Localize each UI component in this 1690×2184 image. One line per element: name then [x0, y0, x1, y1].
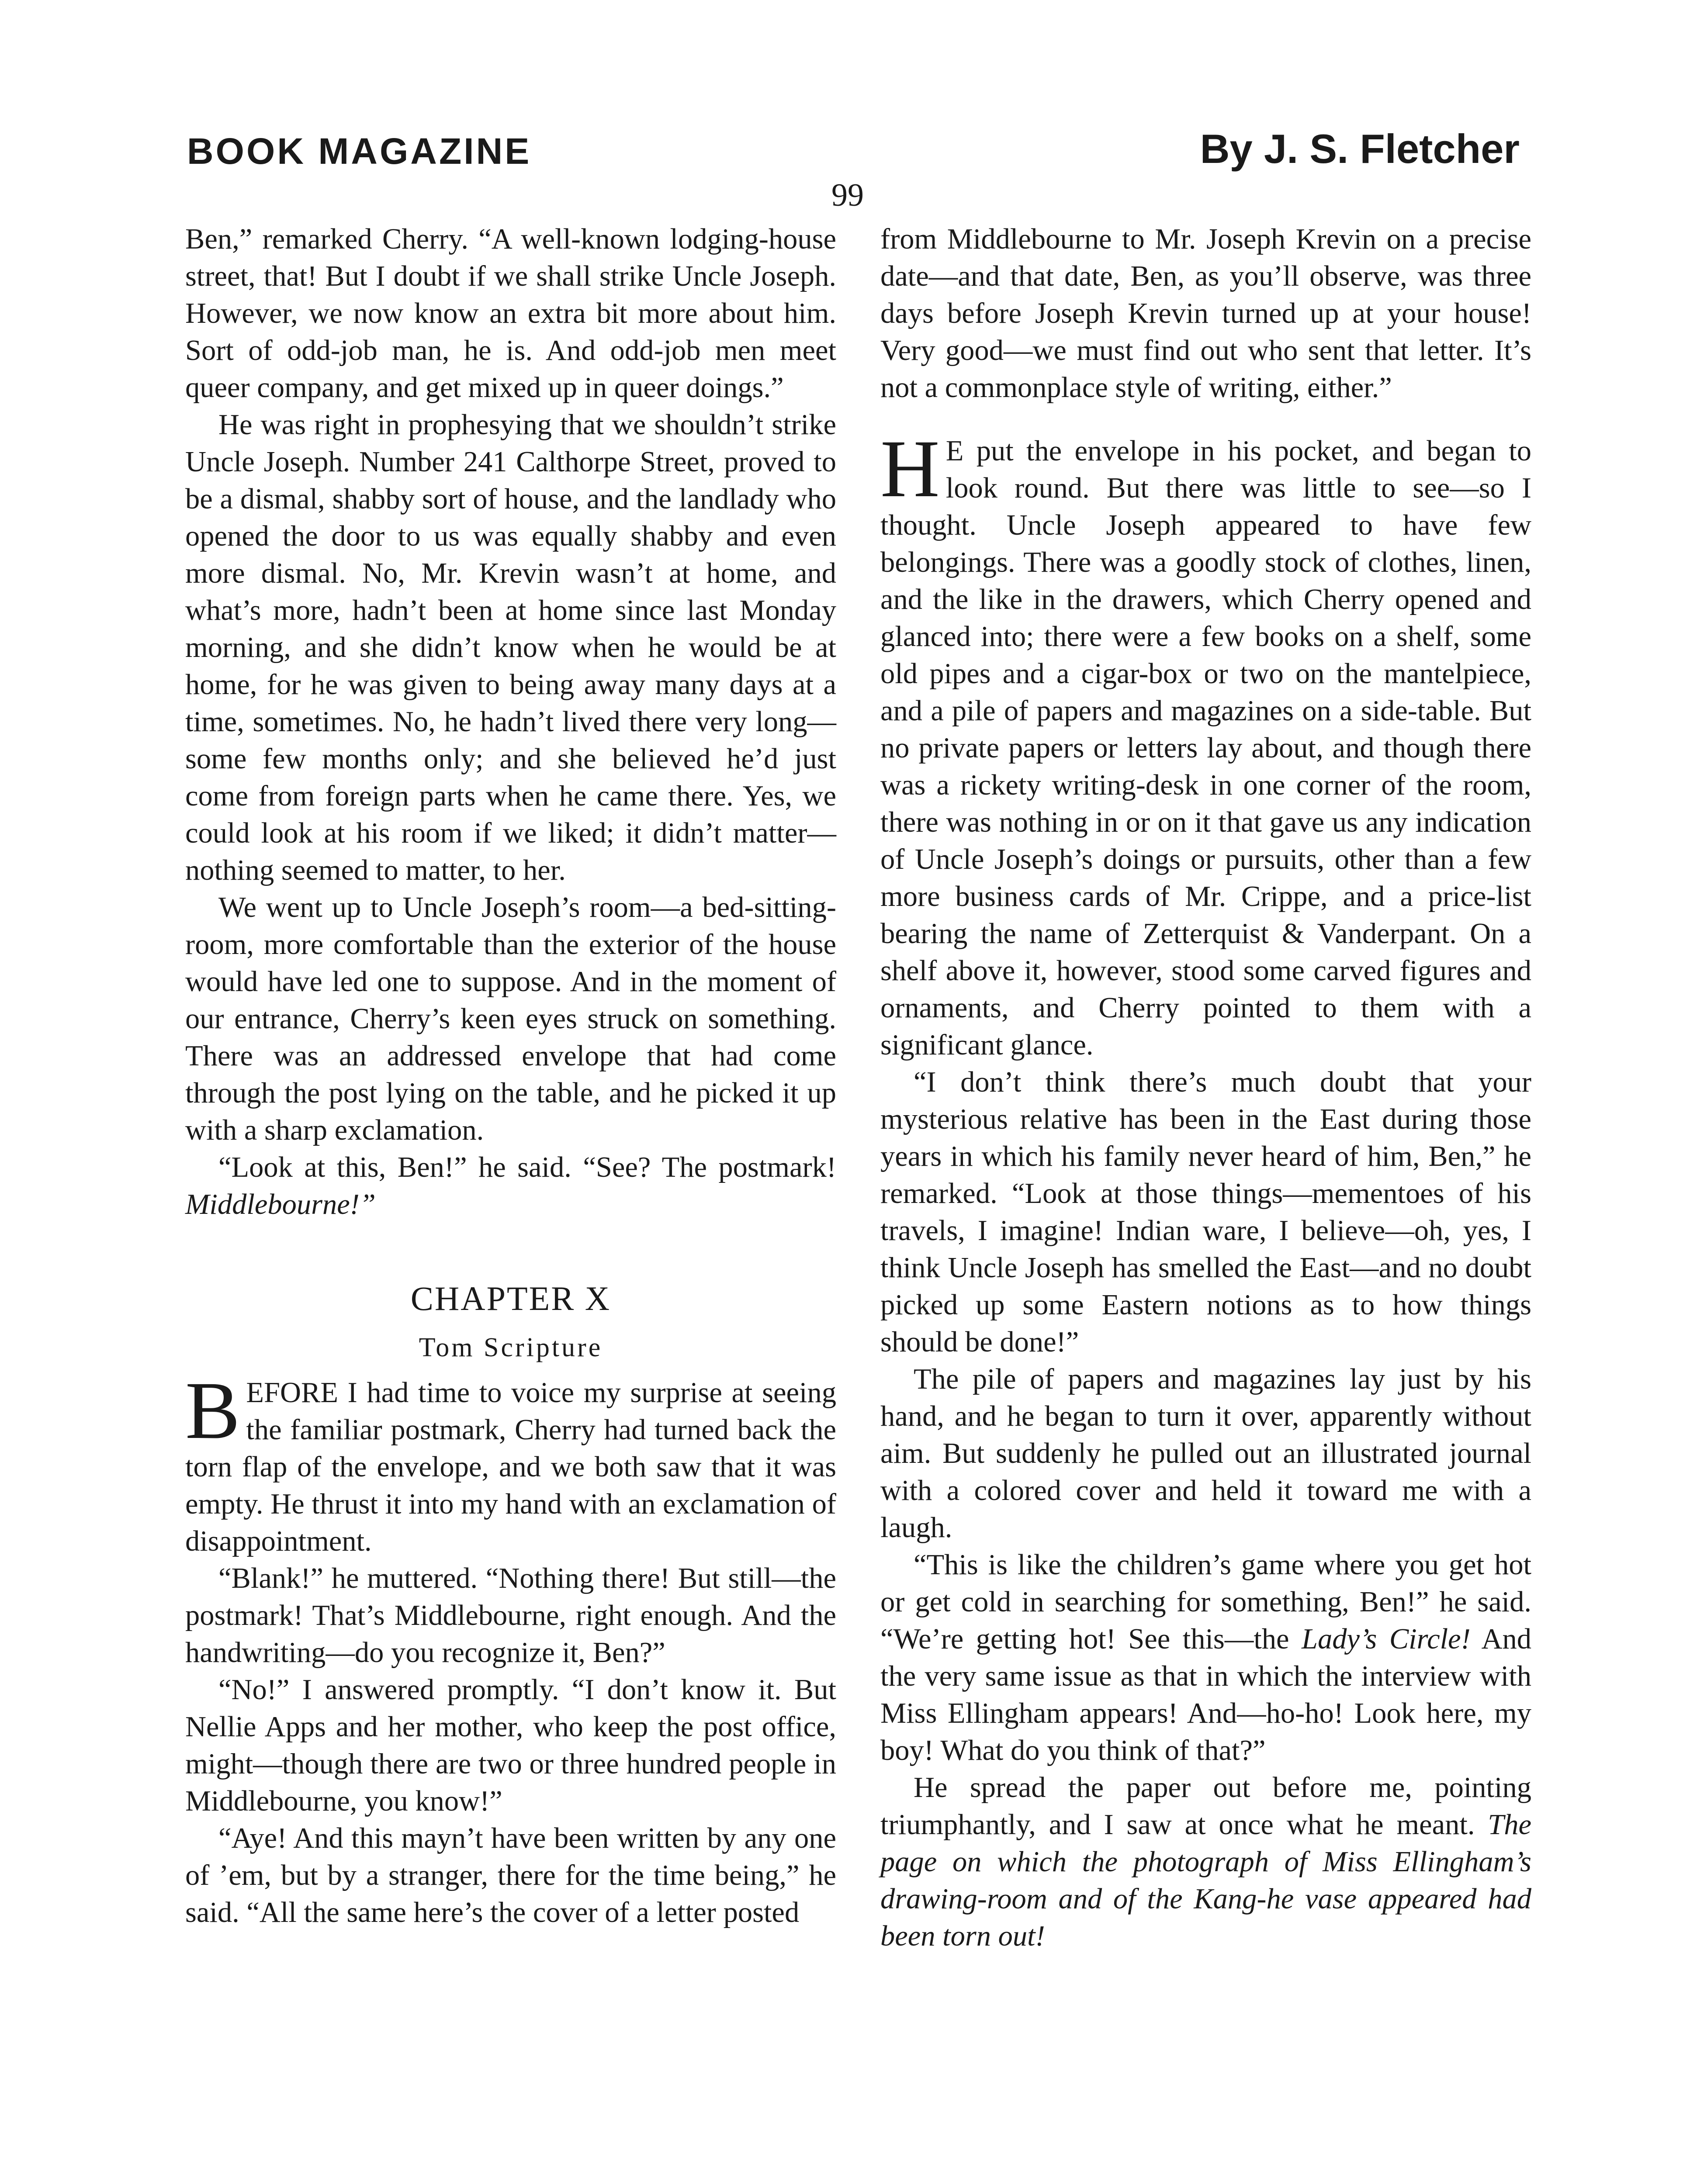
page-header	[187, 124, 1520, 173]
section-gap	[880, 406, 1531, 432]
chapter-subtitle: Tom Scripture	[419, 1333, 603, 1362]
paragraph	[185, 1365, 836, 1560]
paragraph: “Aye! And this mayn’t have been written by any one of ’em, but by a stranger, there for the time being,” he said. “All the same here’s the cover of a letter posted	[185, 1822, 836, 1928]
paragraph-text: “Look at this, Ben!” he said. “See? The postmark!	[218, 1151, 836, 1183]
paragraph	[185, 1149, 836, 1223]
page-number: 99	[831, 177, 864, 213]
paragraph-text: “This is like the children’s game where you get hot or get cold in searching for something, Ben!” he said. “We’re getting hot! See this—the	[880, 1549, 1531, 1655]
right-column	[880, 221, 1531, 1955]
paragraph	[880, 1546, 1531, 1769]
italic-text: The page on which the photograph of Miss Ellingham’s drawing-room and of the Kang-he vase appeared had been torn out!	[880, 1809, 1531, 1952]
paragraph	[880, 423, 1531, 1064]
italic-text: Middlebourne!”	[185, 1189, 376, 1220]
drop-cap: B	[185, 1365, 240, 1456]
paragraph: We went up to Uncle Joseph’s room—a bed-sitting-room, more comfortable than the exterior of the house would have led one to suppose. And in the moment of our entrance, Cherry’s keen eyes struck on something. There was an addressed envelope that had come through the post lying on the table, and he picked it up with a sharp exclamation.	[185, 892, 836, 1146]
paragraph: The pile of papers and magazines lay just by his hand, and he began to turn it over, apparently without aim. But suddenly he pulled out an illustrated journal with a colored cover and held it toward me with a laugh.	[880, 1363, 1531, 1544]
paragraph-text: E put the envelope in his pocket, and began to look round. But there was little to see—so I thought. Uncle Joseph appeared to have few belongings. There was a goodly stock of clothes, linen, and the like in the drawers, which Cherry opened and glanced into; there were a few books on a shelf, some old pipes and a cigar-box or two on the mantelpiece, and a pile of papers and magazines on a side-table. But no private papers or letters lay about, and though there was a rickety writing-desk in one corner of the room, there was nothing in or on it that gave us any indication of Uncle Joseph’s doings or pursuits, other than a few more business cards of Mr. Crippe, and a price-list bearing the name of Zetterquist & Vanderpant. On a shelf above it, however, stood some carved figures and ornaments, and Cherry pointed to them with a significant glance.	[880, 435, 1531, 1061]
paragraph-text: And the very same issue as that in which the interview with Miss Ellingham appears! And—ho-ho! Look here, my boy! What do you think of that?”	[880, 1623, 1531, 1766]
paragraph: Ben,” remarked Cherry. “A well-known lodging-house street, that! But I doubt if we shall strike Uncle Joseph. However, we now know an extra bit more about him. Sort of odd-job man, he is. And odd-job men meet queer company, and get mixed up in queer doings.”	[185, 223, 836, 404]
drop-cap: H	[880, 423, 940, 514]
left-column	[185, 221, 836, 1931]
paragraph-text: EFORE I had time to voice my surprise at seeing the familiar postmark, Cherry had turned back the torn flap of the envelope, and we both saw that it was empty. He thrust it into my hand with an exclamation of disappointment.	[185, 1377, 836, 1557]
paragraph	[880, 1769, 1531, 1955]
author-byline: By J. S. Fletcher	[1200, 126, 1520, 172]
paragraph: “No!” I answered promptly. “I don’t know it. But Nellie Apps and her mother, who keep the post office, might—though there are two or three hundred people in Middlebourne, you know!”	[185, 1674, 836, 1817]
paragraph: “I don’t think there’s much doubt that your mysterious relative has been in the East during those years in which his family never heard of him, Ben,” he remarked. “Look at those things—mementoes of his travels, I imagine! Indian ware, I believe—oh, yes, I think Uncle Joseph has smelled the East—and no doubt picked up some Eastern notions as to how things should be done!”	[880, 1066, 1531, 1358]
spacer	[185, 1223, 836, 1280]
paragraph-text: He spread the paper out before me, pointing triumphantly, and I saw at once what he meant.	[880, 1772, 1531, 1841]
paragraph: “Blank!” he muttered. “Nothing there! But still—the postmark! That’s Middlebourne, right enough. And the handwriting—do you recognize it, Ben?”	[185, 1562, 836, 1669]
paragraph: He was right in prophesying that we shouldn’t strike Uncle Joseph. Number 241 Calthorpe Street, proved to be a dismal, shabby sort of house, and the landlady who opened the door to us was equally shabby and even more dismal. No, Mr. Krevin wasn’t at home, and what’s more, hadn’t been at home since last Monday morning, and she didn’t know when he would be at home, for he was given to being away many days at a time, sometimes. No, he hadn’t lived there very long—some few months only; and she believed he’d just come from foreign parts when he came there. Yes, we could look at his room if we liked; it didn’t matter—nothing seemed to matter, to her.	[185, 409, 836, 886]
italic-text: Lady’s Circle!	[1301, 1623, 1471, 1655]
chapter-title: CHAPTER X	[410, 1279, 611, 1317]
paragraph: from Middlebourne to Mr. Joseph Krevin on a precise date—and that date, Ben, as you’ll observe, was three days before Joseph Krevin turned up at your house! Very good—we must find out who sent that letter. It’s not a commonplace style of writing, either.”	[880, 223, 1531, 404]
magazine-title: BOOK MAGAZINE	[187, 131, 532, 172]
